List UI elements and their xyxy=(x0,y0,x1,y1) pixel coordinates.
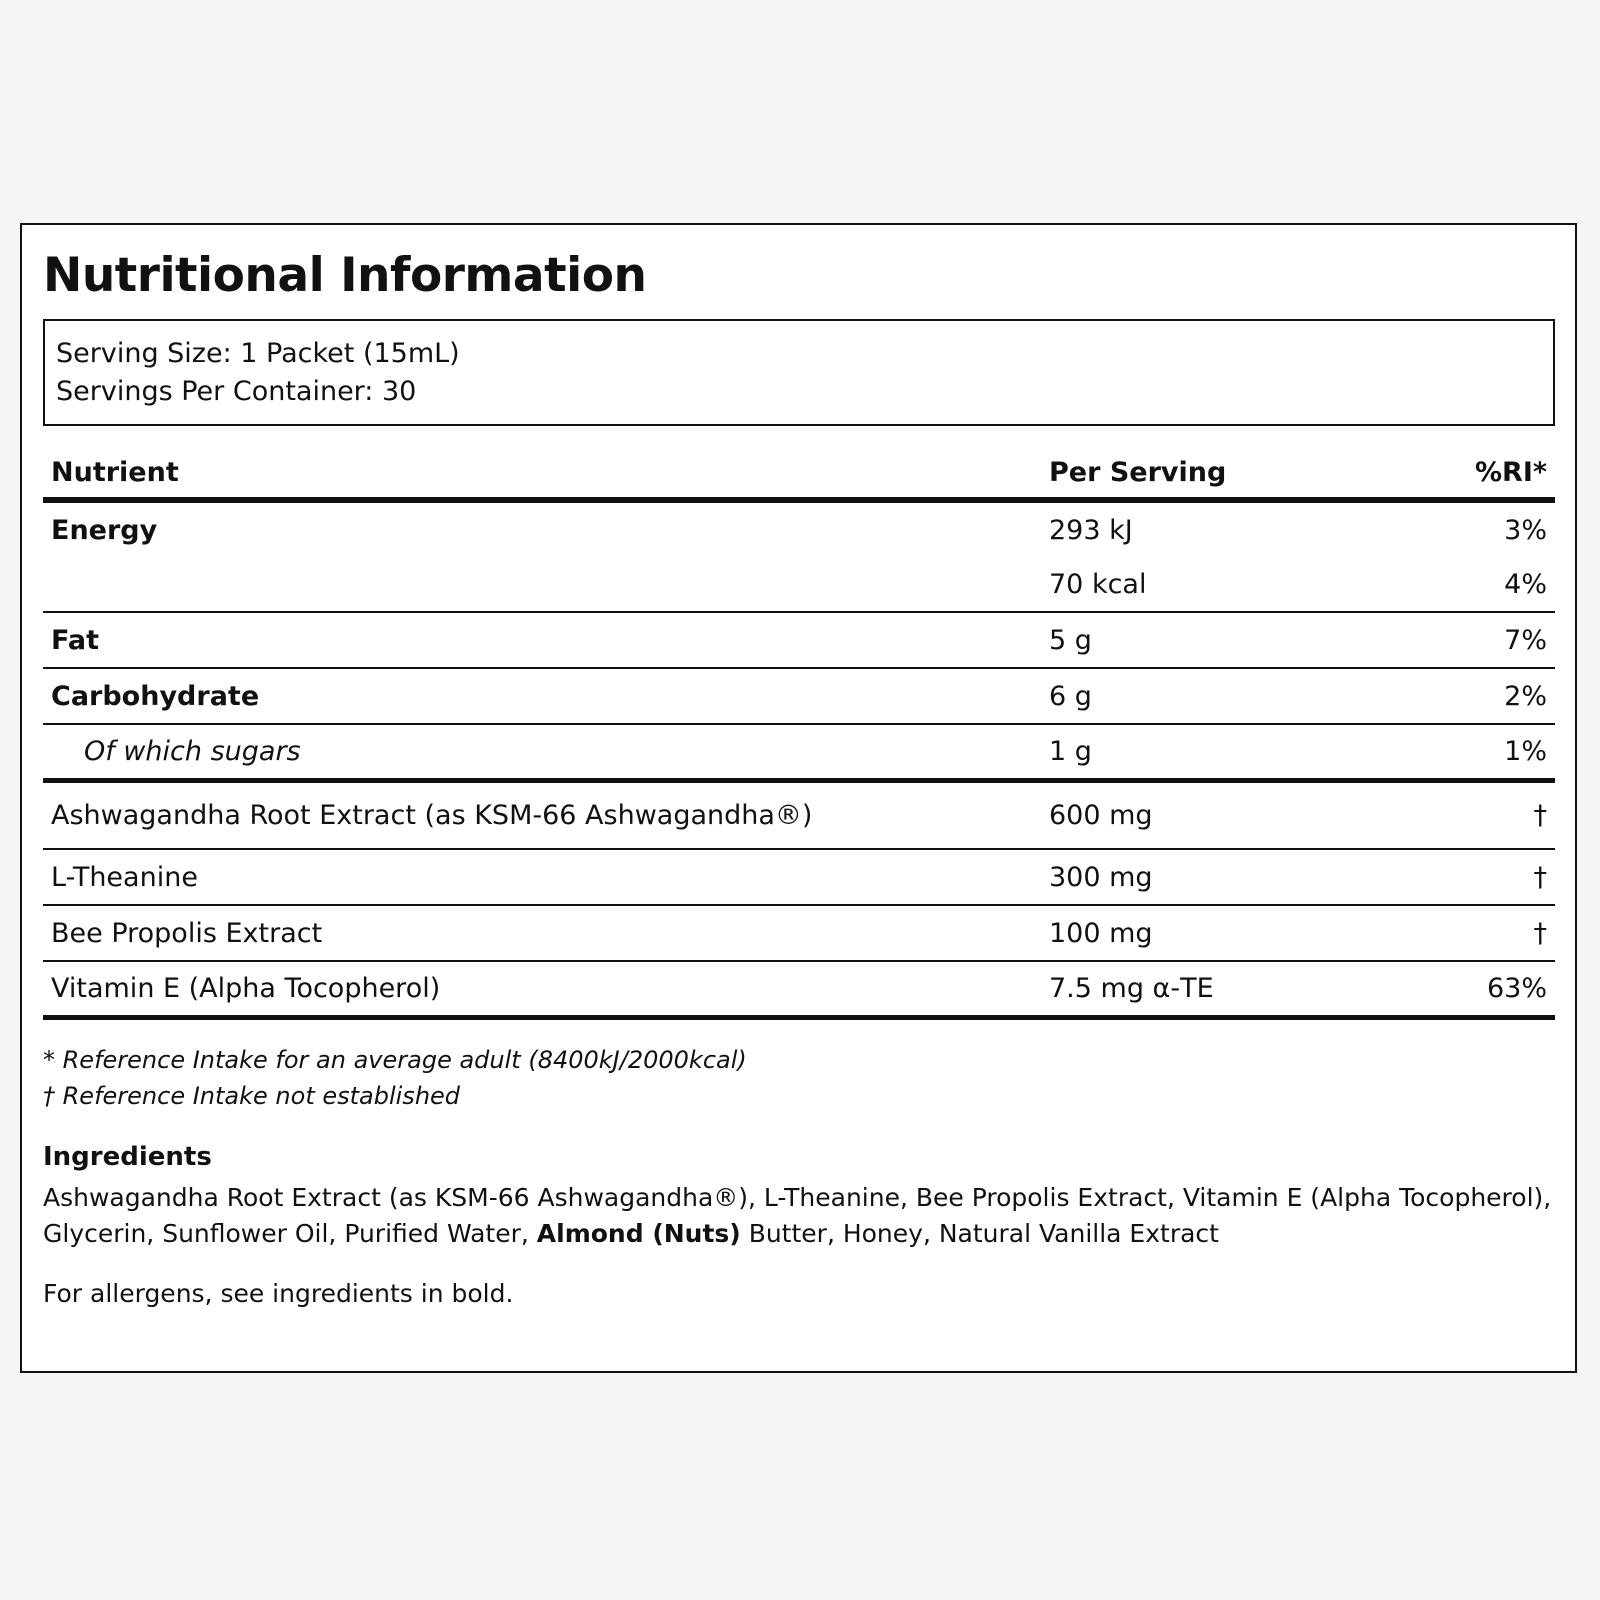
nutrient-amount: 293 kJ xyxy=(1049,515,1133,546)
nutrient-ri: 2% xyxy=(1504,680,1547,712)
table-row xyxy=(43,558,1555,613)
nutrient-ri: † xyxy=(1533,861,1547,893)
nutrition-panel xyxy=(20,223,1577,1373)
table-header xyxy=(43,448,1555,503)
table-row xyxy=(43,962,1555,1020)
nutrient-amount: 300 mg xyxy=(1049,861,1153,893)
servings-per-container: Servings Per Container: 30 xyxy=(56,376,417,407)
allergen-note: For allergens, see ingredients in bold. xyxy=(43,1279,514,1308)
nutrient-name: Ashwagandha Root Extract (as KSM-66 Ashwagandha®) xyxy=(51,800,813,831)
footnote-not-established: † Reference Intake not established xyxy=(43,1082,461,1110)
nutrient-ri: 4% xyxy=(1504,569,1547,600)
allergen-ingredient: Almond (Nuts) xyxy=(536,1219,741,1248)
nutrient-name: Fat xyxy=(51,624,99,656)
nutrient-ri: 63% xyxy=(1486,973,1547,1004)
footnote-ri: * Reference Intake for an average adult (8400kJ/2000kcal) xyxy=(43,1046,747,1074)
nutrient-amount: 600 mg xyxy=(1049,800,1153,831)
nutrient-amount: 1 g xyxy=(1049,736,1092,767)
nutrient-amount: 70 kcal xyxy=(1049,569,1147,600)
nutrient-ri: † xyxy=(1533,800,1547,831)
table-row xyxy=(43,783,1555,850)
header-ri: %RI* xyxy=(1474,457,1547,488)
nutrient-name: Bee Propolis Extract xyxy=(51,917,323,949)
ingredients-part-1: Ashwagandha Root Extract (as KSM-66 Ashwagandha®), L-Theanine, Bee Propolis Extract, Vitamin E (Alpha Tocopherol), Glycerin, Sunflower Oil, Purified Water, xyxy=(43,1183,1552,1248)
nutrient-ri: 1% xyxy=(1504,736,1547,767)
nutrient-name: Of which sugars xyxy=(84,736,301,767)
nutrient-amount: 7.5 mg α-TE xyxy=(1049,973,1214,1004)
nutrient-amount: 5 g xyxy=(1049,624,1092,656)
nutrient-name: Carbohydrate xyxy=(51,680,260,712)
nutrient-name: Vitamin E (Alpha Tocopherol) xyxy=(51,973,441,1004)
serving-box xyxy=(43,319,1555,426)
table-row xyxy=(43,725,1555,783)
table-row xyxy=(43,503,1555,558)
table-row xyxy=(43,906,1555,962)
ingredients-heading: Ingredients xyxy=(43,1142,212,1172)
nutrient-name: Energy xyxy=(51,515,158,546)
nutrient-ri: 3% xyxy=(1504,515,1547,546)
nutrient-name: L-Theanine xyxy=(51,861,198,893)
serving-size: Serving Size: 1 Packet (15mL) xyxy=(56,338,460,369)
nutrient-amount: 100 mg xyxy=(1049,917,1153,949)
header-nutrient: Nutrient xyxy=(51,457,179,488)
nutrient-ri: 7% xyxy=(1504,624,1547,656)
table-row xyxy=(43,669,1555,725)
ingredients-part-2: Butter, Honey, Natural Vanilla Extract xyxy=(748,1219,1219,1248)
ingredients-text xyxy=(43,1180,1555,1252)
nutrition-table xyxy=(43,448,1555,1020)
table-row xyxy=(43,613,1555,669)
nutrient-amount: 6 g xyxy=(1049,680,1092,712)
panel-title: Nutritional Information xyxy=(43,248,647,303)
header-per-serving: Per Serving xyxy=(1049,457,1227,488)
table-row xyxy=(43,850,1555,906)
footnotes xyxy=(43,1042,1555,1114)
nutrient-ri: † xyxy=(1533,917,1547,949)
